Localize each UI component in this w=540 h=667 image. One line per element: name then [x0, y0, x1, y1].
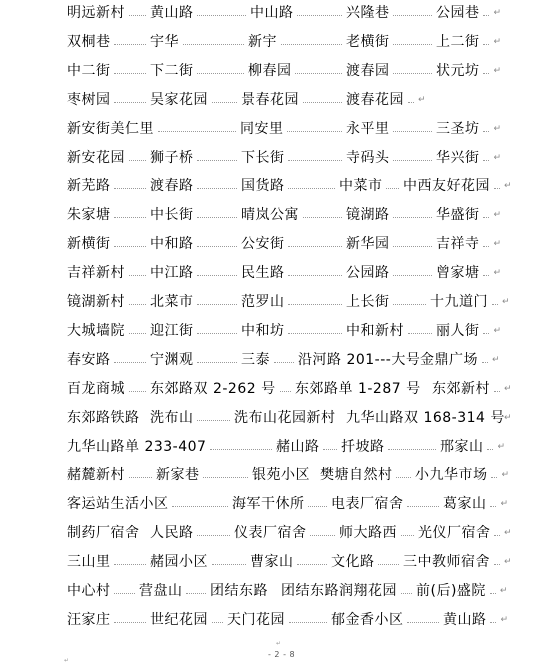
street-name: 三中教师宿舍 — [403, 554, 490, 571]
tab-leader — [388, 449, 436, 450]
street-name: 双桐巷 — [67, 33, 111, 50]
tab-leader — [295, 73, 342, 74]
tab-leader — [396, 477, 411, 478]
page-number: - 2 - 8 — [268, 650, 296, 659]
street-name: 沿河路 201---大号 — [298, 351, 421, 368]
tab-leader — [483, 333, 489, 334]
street-name: 中心村 — [67, 583, 111, 599]
street-name: 新安花园 — [67, 149, 125, 166]
tab-leader — [303, 102, 342, 103]
tab-leader — [197, 160, 237, 161]
street-name: 吉祥寺 — [436, 236, 480, 253]
tab-leader — [408, 333, 432, 334]
paragraph-mark-icon: ↵ — [504, 412, 512, 423]
tab-leader — [114, 622, 146, 623]
street-row — [0, 292, 540, 312]
tab-leader — [490, 506, 496, 507]
tab-leader — [197, 188, 237, 189]
tab-leader — [492, 304, 498, 305]
street-name: 曹家山 — [250, 554, 294, 571]
tab-leader — [288, 333, 342, 334]
tab-leader — [186, 593, 206, 594]
street-name: 迎江街 — [150, 322, 194, 339]
paragraph-mark-icon: ↵ — [417, 94, 426, 105]
paragraph-mark-icon: ↵ — [493, 8, 502, 18]
street-name: 华兴街 — [436, 149, 480, 166]
street-name: 东郊新村 — [432, 380, 490, 397]
street-name: 新宇 — [248, 33, 277, 50]
street-name: 洗布山花园新村 — [234, 409, 336, 426]
tab-leader — [483, 160, 489, 161]
street-name: 赭麓新村 — [67, 467, 125, 484]
street-name: 百龙商城 — [67, 380, 125, 397]
tab-leader — [287, 131, 342, 132]
street-row — [0, 205, 540, 225]
street-name: 九华山路双 168-314 号 — [346, 409, 505, 426]
street-row — [0, 263, 540, 283]
street-name: 中江路 — [150, 265, 194, 282]
street-name: 渡春花园 — [346, 91, 404, 108]
street-name: 下二街 — [150, 62, 194, 79]
street-name: 明远新村 — [67, 5, 125, 21]
street-name: 吉祥新村 — [67, 265, 125, 282]
tab-leader — [483, 15, 489, 16]
street-row — [0, 119, 540, 139]
street-name: 师大路西 — [339, 525, 397, 542]
tab-leader — [210, 449, 272, 450]
tab-leader — [323, 449, 337, 450]
tab-leader — [183, 44, 244, 45]
street-name: 中和新村 — [346, 322, 404, 339]
tab-leader — [281, 44, 342, 45]
street-name: 老横街 — [346, 33, 390, 50]
tab-leader — [490, 622, 496, 623]
tab-leader — [393, 160, 432, 161]
street-row — [0, 408, 540, 428]
paragraph-mark-icon: ↵ — [503, 557, 512, 568]
street-name: 营盘山 — [139, 583, 183, 599]
street-row — [0, 32, 540, 52]
street-name: 人民路 — [150, 525, 194, 542]
street-row — [0, 523, 540, 543]
street-row — [0, 234, 540, 254]
street-row — [0, 61, 540, 81]
street-name: 中二街 — [67, 62, 111, 79]
tab-leader — [482, 362, 488, 363]
tab-leader — [129, 304, 146, 305]
tab-leader — [494, 188, 500, 189]
paragraph-mark-icon: ↵ — [503, 383, 512, 394]
tab-leader — [393, 15, 432, 16]
tab-leader — [494, 535, 500, 536]
tab-leader — [280, 391, 291, 392]
street-name: 三圣坊 — [436, 120, 480, 137]
street-name: 光仪厂宿舍 — [418, 525, 491, 542]
tab-leader — [408, 102, 414, 103]
street-name: 海军干休所 — [232, 496, 305, 513]
tab-leader — [114, 102, 146, 103]
tab-leader — [393, 73, 432, 74]
tab-leader — [393, 246, 432, 247]
tab-leader — [197, 333, 237, 334]
street-name: 柳春园 — [248, 62, 292, 79]
tab-leader — [212, 564, 246, 565]
street-name: 世纪花园 — [150, 611, 208, 628]
tab-leader — [288, 188, 335, 189]
tab-leader — [288, 304, 342, 305]
tab-leader — [197, 535, 230, 536]
tab-leader — [303, 217, 342, 218]
paragraph-mark-icon: ↵ — [503, 181, 512, 192]
street-name: 前(后)盛院 — [416, 583, 486, 599]
street-name: 景春花园 — [241, 91, 299, 108]
paragraph-mark-icon: ↵ — [493, 123, 502, 134]
street-name: 扦坡路 — [341, 438, 385, 455]
street-name: 同安里 — [240, 120, 284, 137]
street-name: 九华山路单 233-407 — [67, 438, 207, 455]
street-name: 寺码头 — [346, 149, 390, 166]
paragraph-mark-icon: ↵ — [504, 528, 512, 539]
tab-leader — [197, 304, 237, 305]
street-name: 中山路 — [250, 5, 294, 21]
tab-leader — [129, 391, 146, 392]
street-name: 三山里 — [67, 554, 111, 571]
tab-leader — [297, 15, 342, 16]
street-name: 宁渊观 — [150, 351, 194, 368]
street-name: 公园巷 — [436, 5, 480, 21]
tab-leader — [483, 131, 489, 132]
street-name: 樊塘自然村 — [320, 467, 393, 484]
street-row — [0, 610, 540, 630]
street-name: 葛家山 — [443, 496, 487, 513]
street-name: 黄山路 — [150, 5, 194, 21]
tab-leader — [490, 593, 496, 594]
tab-leader — [114, 246, 146, 247]
tab-leader — [483, 246, 489, 247]
paragraph-mark-icon: ↵ — [493, 36, 502, 47]
tab-leader — [378, 564, 399, 565]
street-name: 中长街 — [150, 207, 194, 224]
street-name: 小九华市场 — [415, 467, 488, 484]
tab-leader — [197, 15, 246, 16]
tab-leader — [288, 160, 342, 161]
end-paragraph-mark-icon: ↵ — [64, 657, 70, 664]
tab-leader — [393, 275, 432, 276]
street-name: 永平里 — [346, 120, 390, 137]
street-name: 十九道门 — [430, 294, 488, 310]
street-name: 客运站生活小区 — [67, 496, 169, 513]
tab-leader — [407, 622, 439, 623]
tab-leader — [114, 564, 146, 565]
tab-leader — [308, 506, 327, 507]
tab-leader — [288, 275, 342, 276]
street-name: 新华园 — [346, 236, 390, 253]
street-name: 镜湖路 — [346, 207, 390, 224]
street-name: 民生路 — [241, 265, 285, 282]
street-row — [0, 176, 540, 196]
street-name: 北菜市 — [150, 294, 194, 310]
tab-leader — [289, 622, 327, 623]
street-name: 东郊路单 1-287 号 — [295, 380, 421, 397]
street-row — [0, 321, 540, 341]
street-name: 新安街美仁里 — [67, 120, 154, 137]
tab-leader — [114, 188, 146, 189]
street-name: 团结东路 — [210, 583, 268, 599]
street-name: 华盛街 — [436, 207, 480, 224]
paragraph-mark-icon: ↵ — [493, 268, 502, 279]
tab-leader — [407, 506, 439, 507]
street-name: 汪家庄 — [67, 611, 111, 628]
street-name: 宇华 — [150, 33, 179, 50]
street-name: 银苑小区 — [252, 467, 310, 484]
street-name: 三泰 — [241, 351, 270, 368]
tab-leader — [212, 622, 223, 623]
tab-leader — [114, 362, 146, 363]
street-name: 中菜市 — [339, 178, 383, 195]
tab-leader — [212, 102, 237, 103]
street-name: 国货路 — [241, 178, 285, 195]
street-name: 中西友好花园 — [403, 178, 490, 195]
street-name: 洗布山 — [150, 409, 194, 426]
paragraph-mark-icon: ↵ — [493, 210, 502, 221]
tab-leader — [197, 275, 237, 276]
tab-leader — [494, 564, 500, 565]
paragraph-mark-icon: ↵ — [501, 470, 510, 481]
street-name: 状元坊 — [436, 62, 480, 79]
paragraph-mark-icon: ↵ — [497, 441, 506, 452]
tab-leader — [297, 564, 327, 565]
street-name: 黄山路 — [443, 611, 487, 628]
tab-leader — [310, 535, 335, 536]
tab-leader — [129, 333, 146, 334]
tab-leader — [393, 44, 432, 45]
street-name: 仪表厂宿舍 — [234, 525, 307, 542]
street-name: 下长街 — [241, 149, 285, 166]
tab-leader — [483, 44, 489, 45]
street-row — [0, 148, 540, 168]
street-name: 兴隆巷 — [346, 5, 390, 21]
street-name: 公安街 — [241, 236, 285, 253]
street-name: 朱家塘 — [67, 207, 111, 224]
street-name: 镜湖新村 — [67, 294, 125, 310]
paragraph-mark-icon: ↵ — [500, 614, 509, 625]
street-name: 东郊路铁路 — [67, 409, 140, 426]
paragraph-mark-icon: ↵ — [493, 65, 502, 76]
paragraph-mark-icon: ↵ — [493, 239, 502, 250]
street-name: 春安路 — [67, 351, 111, 368]
tab-leader — [203, 477, 248, 478]
street-name: 团结东路润翔花园 — [281, 583, 397, 599]
tab-leader — [129, 15, 146, 16]
street-name: 赭园小区 — [150, 554, 208, 571]
tab-leader — [274, 362, 294, 363]
street-name: 赭山路 — [276, 438, 320, 455]
street-name: 邢家山 — [440, 438, 484, 455]
street-row — [0, 581, 540, 601]
tab-leader — [114, 44, 146, 45]
street-name: 金鼎广场 — [420, 351, 478, 368]
street-row — [0, 465, 540, 485]
street-name: 曾家塘 — [436, 265, 480, 282]
street-name: 制药厂宿舍 — [67, 525, 140, 542]
street-row — [0, 494, 540, 514]
tab-leader — [401, 535, 414, 536]
tab-leader — [158, 131, 236, 132]
street-name: 渡春路 — [150, 178, 194, 195]
street-row — [0, 437, 540, 457]
tab-leader — [487, 449, 493, 450]
street-name: 枣树园 — [67, 91, 111, 108]
tab-leader — [197, 73, 244, 74]
tab-leader — [483, 275, 489, 276]
street-row — [0, 3, 540, 23]
paragraph-mark-icon: ↵ — [499, 586, 508, 596]
tab-leader — [288, 246, 342, 247]
street-name: 新横街 — [67, 236, 111, 253]
street-name: 文化路 — [331, 554, 375, 571]
paragraph-mark-icon: ↵ — [501, 297, 510, 307]
street-name: 晴岚公寓 — [241, 207, 299, 224]
street-row — [0, 552, 540, 572]
tab-leader — [172, 506, 228, 507]
tab-leader — [197, 217, 237, 218]
street-name: 狮子桥 — [150, 149, 194, 166]
street-name: 渡春园 — [346, 62, 390, 79]
street-row — [0, 350, 540, 370]
tab-leader — [129, 477, 152, 478]
tab-leader — [393, 217, 432, 218]
paragraph-mark-icon: ↵ — [491, 354, 500, 365]
street-row — [0, 379, 540, 399]
tab-leader — [114, 593, 135, 594]
tab-leader — [197, 362, 237, 363]
street-name: 新家巷 — [156, 467, 200, 484]
street-row — [0, 90, 540, 110]
paragraph-mark-icon: ↵ — [500, 499, 509, 510]
tab-leader — [129, 275, 146, 276]
tab-leader — [386, 188, 399, 189]
tab-leader — [393, 131, 432, 132]
street-name: 大城墙院 — [67, 322, 125, 339]
tab-leader — [197, 246, 237, 247]
street-name: 上长街 — [346, 294, 390, 310]
paragraph-mark-icon: ↵ — [493, 325, 502, 336]
tab-leader — [114, 73, 146, 74]
tab-leader — [197, 420, 230, 421]
street-name: 新芜路 — [67, 178, 111, 195]
street-name: 吴家花园 — [150, 91, 208, 108]
tab-leader — [401, 593, 412, 594]
street-name: 公园路 — [346, 265, 390, 282]
street-name: 郁金香小区 — [331, 611, 404, 628]
street-name: 中和坊 — [241, 322, 285, 339]
street-name: 范罗山 — [241, 294, 285, 310]
street-name: 天门花园 — [227, 611, 285, 628]
footer-paragraph-mark-icon: ↵ — [276, 640, 282, 647]
street-name: 上二街 — [436, 33, 480, 50]
tab-leader — [491, 477, 497, 478]
street-name: 中和路 — [150, 236, 194, 253]
tab-leader — [483, 217, 489, 218]
tab-leader — [393, 304, 426, 305]
paragraph-mark-icon: ↵ — [493, 152, 502, 163]
tab-leader — [129, 160, 146, 161]
tab-leader — [483, 73, 489, 74]
street-name: 丽人街 — [436, 322, 480, 339]
street-name: 东郊路双 2-262 号 — [150, 380, 276, 397]
tab-leader — [114, 217, 146, 218]
street-name: 电表厂宿舍 — [331, 496, 404, 513]
tab-leader — [494, 391, 500, 392]
